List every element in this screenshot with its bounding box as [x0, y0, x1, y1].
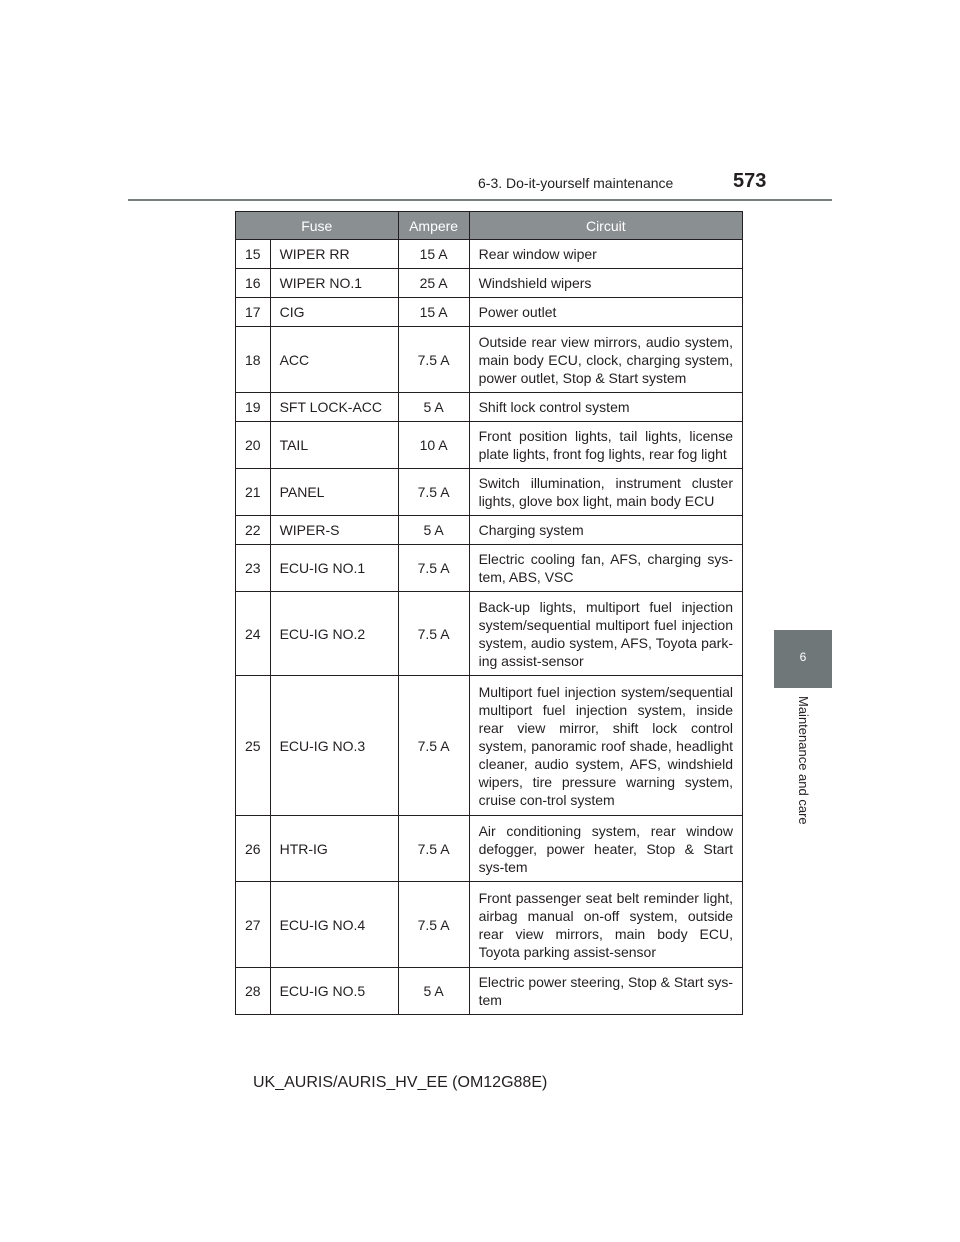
fuse-ampere: 25 A	[398, 269, 469, 298]
fuse-circuit: Front passenger seat belt reminder light, airbag manual on-off system, outside rear view mirrors, main body ECU, Toyota parking assist-sensor	[469, 882, 742, 968]
fuse-circuit: Rear window wiper	[469, 240, 742, 269]
table-row	[236, 422, 743, 469]
table-row	[236, 269, 743, 298]
header-divider	[128, 199, 832, 201]
fuse-circuit: Charging system	[469, 516, 742, 545]
header-fuse: Fuse	[236, 212, 399, 240]
fuse-name: TAIL	[270, 422, 398, 469]
fuse-number: 24	[236, 592, 271, 676]
fuse-circuit: Electric power steering, Stop & Start sys-tem	[469, 968, 742, 1015]
fuse-name: SFT LOCK-ACC	[270, 393, 398, 422]
fuse-name: HTR-IG	[270, 816, 398, 882]
fuse-number: 27	[236, 882, 271, 968]
fuse-ampere: 7.5 A	[398, 592, 469, 676]
fuse-circuit: Switch illumination, instrument cluster lights, glove box light, main body ECU	[469, 469, 742, 516]
fuse-name: ACC	[270, 327, 398, 393]
fuse-name: WIPER RR	[270, 240, 398, 269]
fuse-ampere: 7.5 A	[398, 676, 469, 816]
chapter-label-wrapper	[795, 696, 811, 841]
fuse-circuit: Shift lock control system	[469, 393, 742, 422]
fuse-ampere: 7.5 A	[398, 816, 469, 882]
fuse-ampere: 5 A	[398, 516, 469, 545]
table-header-row	[236, 212, 743, 240]
fuse-name: CIG	[270, 298, 398, 327]
fuse-ampere: 7.5 A	[398, 882, 469, 968]
fuse-ampere: 7.5 A	[398, 327, 469, 393]
fuse-number: 22	[236, 516, 271, 545]
chapter-tab-number: 6	[799, 650, 807, 664]
fuse-number: 28	[236, 968, 271, 1015]
table-row	[236, 240, 743, 269]
fuse-ampere: 15 A	[398, 240, 469, 269]
fuse-number: 25	[236, 676, 271, 816]
table-row	[236, 327, 743, 393]
table-row	[236, 882, 743, 968]
fuse-ampere: 15 A	[398, 298, 469, 327]
table-row	[236, 516, 743, 545]
fuse-circuit: Front position lights, tail lights, license plate lights, front fog lights, rear fog light	[469, 422, 742, 469]
table-row	[236, 676, 743, 816]
fuse-name: ECU-IG NO.3	[270, 676, 398, 816]
fuse-name: PANEL	[270, 469, 398, 516]
page-number: 573	[733, 170, 767, 192]
header-circuit: Circuit	[469, 212, 742, 240]
document-code: UK_AURIS/AURIS_HV_EE (OM12G88E)	[253, 1074, 548, 1091]
fuse-number: 15	[236, 240, 271, 269]
table-row	[236, 968, 743, 1015]
fuse-number: 20	[236, 422, 271, 469]
table-row	[236, 816, 743, 882]
fuse-circuit: Electric cooling fan, AFS, charging sys-tem, ABS, VSC	[469, 545, 742, 592]
table-row	[236, 298, 743, 327]
fuse-number: 23	[236, 545, 271, 592]
fuse-name: WIPER-S	[270, 516, 398, 545]
chapter-tab[interactable]	[774, 630, 832, 688]
fuse-name: WIPER NO.1	[270, 269, 398, 298]
table-body	[236, 240, 743, 1015]
fuse-number: 21	[236, 469, 271, 516]
fuse-circuit: Back-up lights, multiport fuel injection system/sequential multiport fuel injection system, audio system, AFS, Toyota park-ing assist-sensor	[469, 592, 742, 676]
fuse-ampere: 10 A	[398, 422, 469, 469]
table-row	[236, 545, 743, 592]
fuse-circuit: Power outlet	[469, 298, 742, 327]
fuse-circuit: Outside rear view mirrors, audio system, main body ECU, clock, charging system, power outlet, Stop & Start system	[469, 327, 742, 393]
fuse-number: 18	[236, 327, 271, 393]
table-row	[236, 393, 743, 422]
fuse-number: 16	[236, 269, 271, 298]
section-title: 6-3. Do-it-yourself maintenance	[478, 175, 674, 191]
fuse-ampere: 5 A	[398, 393, 469, 422]
fuse-ampere: 5 A	[398, 968, 469, 1015]
fuse-name: ECU-IG NO.5	[270, 968, 398, 1015]
fuse-number: 17	[236, 298, 271, 327]
fuse-number: 19	[236, 393, 271, 422]
fuse-circuit: Multiport fuel injection system/sequential multiport fuel injection system, inside rear view mirror, shift lock control system, panoramic roof shade, headlight cleaner, audio system, AFS, windshield wipers, tire pressure warning system, cruise con-trol system	[469, 676, 742, 816]
fuse-circuit: Windshield wipers	[469, 269, 742, 298]
table-row	[236, 469, 743, 516]
header-ampere: Ampere	[398, 212, 469, 240]
fuse-name: ECU-IG NO.1	[270, 545, 398, 592]
fuse-table	[235, 211, 743, 1015]
fuse-ampere: 7.5 A	[398, 545, 469, 592]
table-row	[236, 592, 743, 676]
fuse-number: 26	[236, 816, 271, 882]
fuse-circuit: Air conditioning system, rear window defogger, power heater, Stop & Start sys-tem	[469, 816, 742, 882]
fuse-ampere: 7.5 A	[398, 469, 469, 516]
chapter-label: Maintenance and care	[796, 696, 811, 825]
fuse-name: ECU-IG NO.2	[270, 592, 398, 676]
fuse-name: ECU-IG NO.4	[270, 882, 398, 968]
